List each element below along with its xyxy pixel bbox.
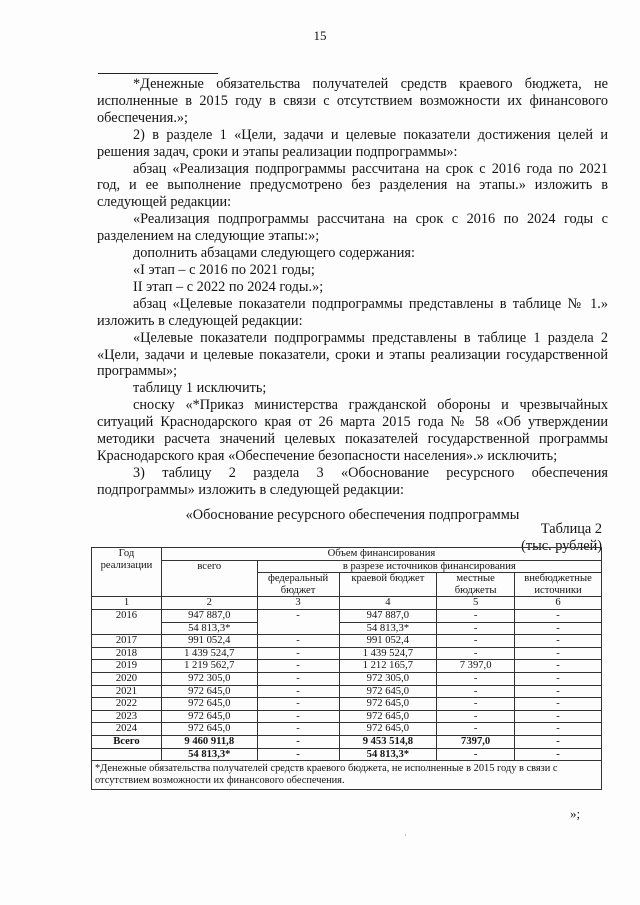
regional-cell: 9 453 514,8 <box>339 735 437 748</box>
paragraph: дополнить абзацами следующего содержания: <box>133 245 415 262</box>
body-text <box>97 76 608 524</box>
total-cell: 947 887,0 <box>161 609 257 622</box>
year-cell: 2023 <box>92 710 162 723</box>
year-cell: 2022 <box>92 698 162 711</box>
local-cell: - <box>437 647 515 660</box>
table-units: (тыс. рублей) <box>521 537 602 554</box>
offbudget-cell: - <box>515 622 602 635</box>
total-row <box>92 748 602 761</box>
offbudget-cell: - <box>515 685 602 698</box>
offbudget-cell: - <box>515 735 602 748</box>
federal-cell: - <box>257 609 339 634</box>
local-cell: - <box>437 635 515 648</box>
year-cell: 2021 <box>92 685 162 698</box>
offbudget-cell: - <box>515 698 602 711</box>
column-number: 2 <box>161 597 257 610</box>
table-row <box>92 635 602 648</box>
table-row <box>92 660 602 673</box>
federal-cell: - <box>257 685 339 698</box>
header-year: Год реализации <box>92 548 162 597</box>
offbudget-cell: - <box>515 647 602 660</box>
column-number: 1 <box>92 597 162 610</box>
regional-cell: 1 439 524,7 <box>339 647 437 660</box>
footnote-row <box>92 761 602 790</box>
paragraph: абзац «Целевые показатели подпрограммы представлены в таблице № 1.» изложить в следующей редакции: <box>97 295 608 329</box>
total-cell: 54 813,3* <box>161 622 257 635</box>
year-cell: 2019 <box>92 660 162 673</box>
table-row <box>92 723 602 736</box>
year-cell: Всего <box>92 735 162 748</box>
local-cell: - <box>437 609 515 622</box>
table-header-row <box>92 560 602 573</box>
federal-cell: - <box>257 698 339 711</box>
regional-cell: 54 813,3* <box>339 748 437 761</box>
closing-quote: »; <box>570 806 581 821</box>
regional-cell: 972 645,0 <box>339 723 437 736</box>
year-cell: 2020 <box>92 672 162 685</box>
local-cell: - <box>437 685 515 698</box>
federal-cell: - <box>257 647 339 660</box>
header-offbudget: внебюджетные источники <box>515 573 602 597</box>
total-cell: 972 305,0 <box>161 672 257 685</box>
paragraph: «I этап – с 2016 по 2021 годы; <box>133 261 315 278</box>
paragraph: «Реализация подпрограммы рассчитана на срок с 2016 по 2024 годы с разделением на следующие этапы:»; <box>97 211 608 245</box>
column-number-row <box>92 597 602 610</box>
total-cell: 972 645,0 <box>161 710 257 723</box>
offbudget-cell: - <box>515 635 602 648</box>
top-rule <box>98 73 218 74</box>
paragraph: 3) таблицу 2 раздела 3 «Обоснование ресурсного обеспечения подпрограммы» изложить в следующей редакции: <box>97 464 608 498</box>
total-cell: 54 813,3* <box>161 748 257 761</box>
table-row <box>92 685 602 698</box>
header-total: всего <box>161 560 257 597</box>
header-federal: федеральный бюджет <box>257 573 339 597</box>
paragraph: абзац «Реализация подпрограммы рассчитана на срок с 2016 года по 2021 год, и ее выполнение предусмотрено без разделения на этапы.» изложить в следующей редакции: <box>97 160 608 211</box>
table-footnote: *Денежные обязательства получателей средств краевого бюджета, не исполненные в 2015 году в связи с отсутствием возможности их финансового обеспечения. <box>92 761 602 790</box>
total-cell: 1 439 524,7 <box>161 647 257 660</box>
paragraph: таблицу 1 исключить; <box>133 380 267 397</box>
local-cell: - <box>437 622 515 635</box>
header-regional: краевой бюджет <box>339 573 437 597</box>
header-volume: Объем финансирования <box>161 548 601 561</box>
table-row <box>92 672 602 685</box>
paragraph: *Денежные обязательства получателей средств краевого бюджета, не исполненные в 2015 году в связи с отсутствием возможности их финансового обеспечения.»; <box>97 76 608 126</box>
offbudget-cell: - <box>515 660 602 673</box>
funding-table <box>91 547 602 790</box>
total-cell: 991 052,4 <box>161 635 257 648</box>
table-row <box>92 609 602 622</box>
offbudget-cell: - <box>515 748 602 761</box>
regional-cell: 972 645,0 <box>339 698 437 711</box>
local-cell: - <box>437 710 515 723</box>
year-cell: 2016 <box>92 609 162 634</box>
local-cell: - <box>437 748 515 761</box>
federal-cell: - <box>257 723 339 736</box>
year-cell <box>92 748 162 761</box>
paragraph: сноску «*Приказ министерства гражданской обороны и чрезвычайных ситуаций Краснодарского края от 26 марта 2015 года № 58 «Об утверждении методики расчета значений целевых показателей государственной программы Краснодарского края «Обеспечение безопасности населения».» исключить; <box>97 397 608 464</box>
federal-cell: - <box>257 710 339 723</box>
federal-cell: - <box>257 672 339 685</box>
local-cell: 7 397,0 <box>437 660 515 673</box>
column-number: 6 <box>515 597 602 610</box>
paragraph: 2) в разделе 1 «Цели, задачи и целевые показатели достижения целей и решения задач, сроки и этапы реализации подпрограммы»: <box>97 126 608 160</box>
regional-cell: 991 052,4 <box>339 635 437 648</box>
table-row <box>92 710 602 723</box>
paragraph: «Целевые показатели подпрограммы представлены в таблице 1 раздела 2 «Цели, задачи и целевые показатели, сроки и этапы реализации государственной программы»; <box>97 329 608 380</box>
regional-cell: 947 887,0 <box>339 609 437 622</box>
table-number: Таблица 2 <box>540 521 602 537</box>
year-cell: 2024 <box>92 723 162 736</box>
page-number: 15 <box>313 28 327 43</box>
offbudget-cell: - <box>515 723 602 736</box>
column-number: 3 <box>257 597 339 610</box>
table-header-row <box>92 548 602 561</box>
column-number: 5 <box>437 597 515 610</box>
offbudget-cell: - <box>515 672 602 685</box>
header-local: местные бюджеты <box>437 573 515 597</box>
federal-cell: - <box>257 660 339 673</box>
table-row <box>92 622 602 635</box>
federal-cell: - <box>257 635 339 648</box>
regional-cell: 1 212 165,7 <box>339 660 437 673</box>
table-title: «Обоснование ресурсного обеспечения подпрограммы <box>185 506 520 523</box>
total-row <box>92 735 602 748</box>
scan-mark: · <box>404 830 407 840</box>
table-row <box>92 698 602 711</box>
total-cell: 9 460 911,8 <box>161 735 257 748</box>
total-cell: 972 645,0 <box>161 723 257 736</box>
year-cell: 2017 <box>92 635 162 648</box>
regional-cell: 54 813,3* <box>339 622 437 635</box>
header-sources: в разрезе источников финансирования <box>257 560 601 573</box>
paragraph: II этап – с 2022 по 2024 годы.»; <box>133 278 324 295</box>
offbudget-cell: - <box>515 609 602 622</box>
local-cell: - <box>437 672 515 685</box>
total-cell: 972 645,0 <box>161 685 257 698</box>
total-cell: 972 645,0 <box>161 698 257 711</box>
regional-cell: 972 305,0 <box>339 672 437 685</box>
local-cell: 7397,0 <box>437 735 515 748</box>
offbudget-cell: - <box>515 710 602 723</box>
table-row <box>92 647 602 660</box>
federal-cell: - <box>257 748 339 761</box>
local-cell: - <box>437 723 515 736</box>
regional-cell: 972 645,0 <box>339 685 437 698</box>
year-cell: 2018 <box>92 647 162 660</box>
regional-cell: 972 645,0 <box>339 710 437 723</box>
federal-cell: - <box>257 735 339 748</box>
column-number: 4 <box>339 597 437 610</box>
total-cell: 1 219 562,7 <box>161 660 257 673</box>
local-cell: - <box>437 698 515 711</box>
